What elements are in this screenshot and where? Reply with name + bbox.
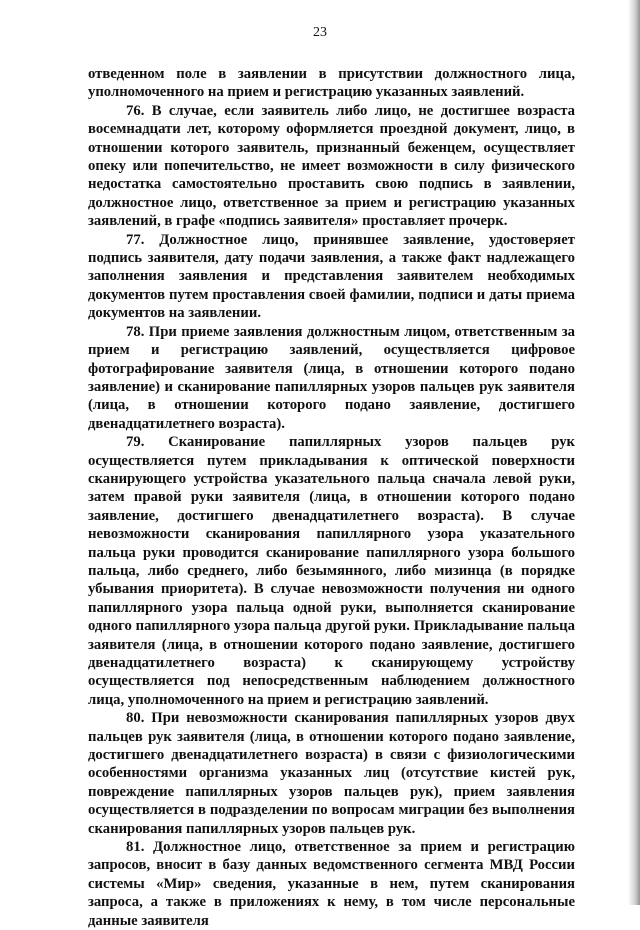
paragraph-78: 78. При приеме заявления должностным лицом, ответственным за прием и регистрацию заявлений, осуществляется цифровое фотографирование заявителя (лица, в отношении которого подано заявление) и сканирование папиллярных узоров пальцев рук заявителя (лица, в отношении которого подано заявление, достигшего двенадцатилетнего возраста). [88, 323, 575, 432]
page-edge-shadow [628, 0, 640, 905]
paragraph-77: 77. Должностное лицо, принявшее заявление, удостоверяет подпись заявителя, дату подачи заявления, а также факт надлежащего заполнения заявления и представления заявителем необходимых документов путем проставления своей фамилии, подписи и даты приема документов на заявлении. [88, 231, 575, 322]
paragraph-79: 79. Сканирование папиллярных узоров пальцев рук осуществляется путем прикладывания к оптической поверхности сканирующего устройства указательного пальца сначала левой руки, затем правой руки заявителя (лица, в отношении которого подано заявление, достигшего двенадцатилетнего возраста). В случае невозможности сканирования папиллярного узора указательного пальца руки проводится сканирование папиллярного узора большого пальца, либо среднего, либо безымянного, либо мизинца (в порядке убывания приоритета). В случае невозможности получения ни одного папиллярного узора пальца одной руки, выполняется сканирование одного папиллярного узора пальца другой руки. Прикладывание пальца заявителя (лица, в отношении которого подано заявление, достигшего двенадцатилетнего возраста) к сканирующему устройству осуществляется под непосредственным наблюдением должностного лица, уполномоченного на прием и регистрацию заявлений. [88, 434, 575, 708]
document-body [88, 65, 575, 930]
paragraph-81: 81. Должностное лицо, ответственное за прием и регистрацию запросов, вносит в базу данных ведомственного сегмента МВД России системы «Мир» сведения, указанные в нем, путем сканирования запроса, а также в приложениях к нему, в том числе персональные данные заявителя [88, 839, 575, 929]
paragraph-continuation: отведенном поле в заявлении в присутствии должностного лица, уполномоченного на прием и регистрацию указанных заявлений. [88, 66, 575, 101]
paragraph-76: 76. В случае, если заявитель либо лицо, не достигшее возраста восемнадцати лет, которому оформляется проездной документ, лицо, в отношении которого заявитель, признанный беженцем, осуществляет опеку или попечительство, не имеет возможности в силу физического недостатка самостоятельно проставить свою подпись в заявлении, должностное лицо, ответственное за прием и регистрацию указанных заявлений, в графе «подпись заявителя» проставляет прочерк. [88, 102, 575, 230]
page-number: 23 [313, 25, 327, 40]
paragraph-80: 80. При невозможности сканирования папиллярных узоров двух пальцев рук заявителя (лица, в отношении которого подано заявление, достигшего двенадцатилетнего возраста) в связи с физиологическими особенностями организма указанных лиц (отсутствие кистей рук, повреждение папиллярных узоров пальцев рук), прием заявления осуществляется в подразделении по вопросам миграции без выполнения сканирования папиллярных узоров пальцев рук. [88, 710, 575, 837]
